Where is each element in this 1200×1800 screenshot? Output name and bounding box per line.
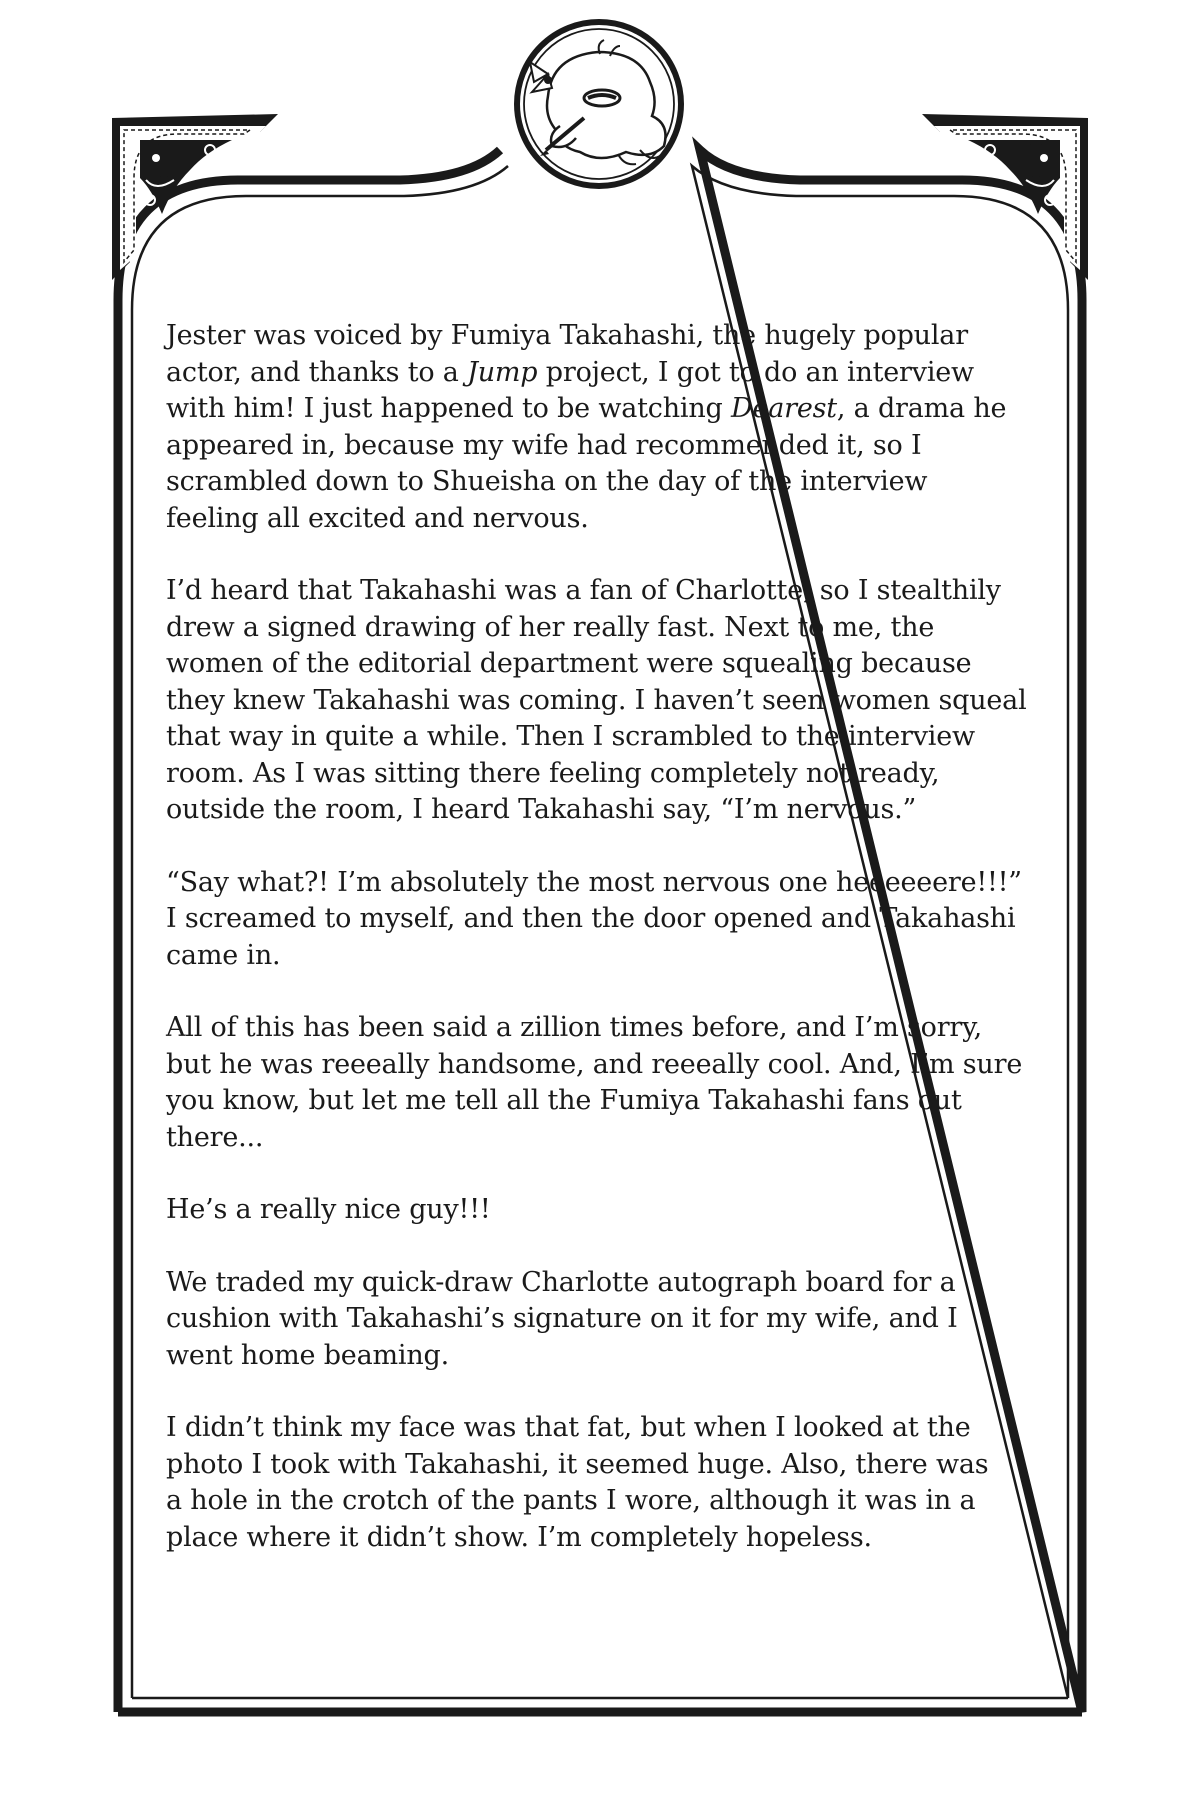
- paragraph-7: I didn’t think my face was that fat, but when I looked at the photo I took with Takahashi, it seemed huge. Also, there was a hole in the crotch of the pants I wore, although it was in a place where it didn’t show. I’m completely hopeless.: [166, 1412, 989, 1553]
- bird-with-pen-medallion-icon: [517, 22, 681, 186]
- paragraph-6: We traded my quick-draw Charlotte autograph board for a cushion with Takahashi’s signature on it for my wife, and I went home beaming.: [166, 1266, 958, 1371]
- essay-text: [166, 318, 1066, 1592]
- paragraph-5: He’s a really nice guy!!!: [166, 1194, 491, 1225]
- paragraph-1: Jester was voiced by Fumiya Takahashi, the hugely popular actor, and thanks to a Jump project, I got to do an interview with him! I just happened to be watching Dearest, a drama he appeared in, because my wife had recommended it, so I scrambled down to Shueisha on the day of the interview feeling all excited and nervous.: [166, 320, 1007, 534]
- paragraph-2: I’d heard that Takahashi was a fan of Charlotte, so I stealthily drew a signed drawing of her really fast. Next to me, the women of the editorial department were squealing because they knew Takahashi was coming. I haven’t seen women squeal that way in quite a while. Then I scrambled to the interview room. As I was sitting there feeling completely not ready, outside the room, I heard Takahashi say, “I’m nervous.”: [166, 575, 1027, 825]
- paragraph-4: All of this has been said a zillion times before, and I’m sorry, but he was reeeally handsome, and reeeally cool. And, I’m sure you know, but let me tell all the Fumiya Takahashi fans out there...: [166, 1012, 1023, 1153]
- paragraph-3: “Say what?! I’m absolutely the most nervous one heeeeeere!!!” I screamed to myself, and then the door opened and Takahashi came in.: [166, 866, 1022, 971]
